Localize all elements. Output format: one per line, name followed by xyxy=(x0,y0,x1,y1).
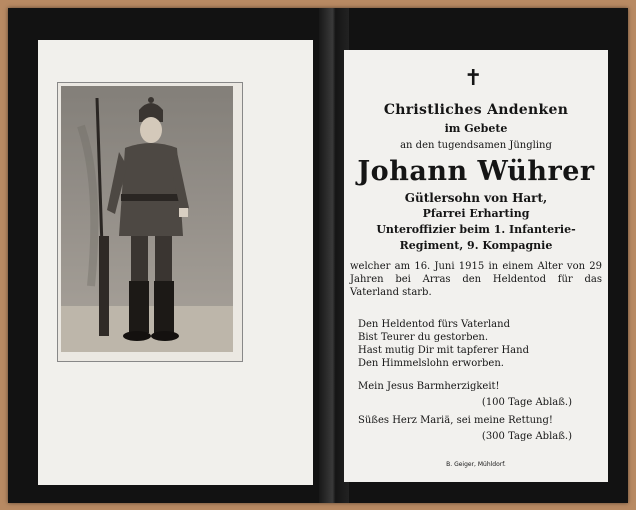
verse-line: Hast mutig Dir mit tapferer Hand xyxy=(358,345,529,356)
indulgence-300: (300 Tage Ablaß.) xyxy=(481,431,572,442)
soldier-portrait xyxy=(61,86,233,352)
memorial-card xyxy=(8,8,628,503)
memorial-text xyxy=(344,50,608,482)
dedication-line: an den tugendsamen Jüngling xyxy=(400,140,552,151)
prayer-jesus: Mein Jesus Barmherzigkeit! xyxy=(358,381,500,392)
subtitle-im-gebete: im Gebete xyxy=(444,122,508,135)
portrait-frame xyxy=(57,82,243,362)
death-notice: welcher am 16. Juni 1915 in einem Alter von 29 Jahren bei Arras den Heldentod für das Vaterland starb. xyxy=(350,261,602,298)
verse-line: Den Himmelslohn erworben. xyxy=(358,358,504,369)
regiment-line: Regiment, 9. Kompagnie xyxy=(399,239,553,252)
indulgence-100: (100 Tage Ablaß.) xyxy=(481,397,572,408)
verse-line: Bist Teurer du gestorben. xyxy=(358,332,489,343)
deceased-name: Johann Wührer xyxy=(357,156,595,187)
rank-line: Unteroffizier beim 1. Infanterie- xyxy=(376,223,576,236)
card-title: Christliches Andenken xyxy=(383,102,569,118)
printer-credit: B. Geiger, Mühldorf. xyxy=(446,461,506,468)
verse-line: Den Heldentod fürs Vaterland xyxy=(358,319,510,330)
prayer-maria: Süßes Herz Mariä, sei meine Rettung! xyxy=(358,415,553,426)
origin-line: Gütlersohn von Hart, xyxy=(404,191,548,205)
parish-line: Pfarrei Erharting xyxy=(422,207,530,220)
soldier-illustration xyxy=(61,86,233,352)
cross-icon: ✝ xyxy=(464,66,483,91)
memorial-verse xyxy=(358,318,598,370)
